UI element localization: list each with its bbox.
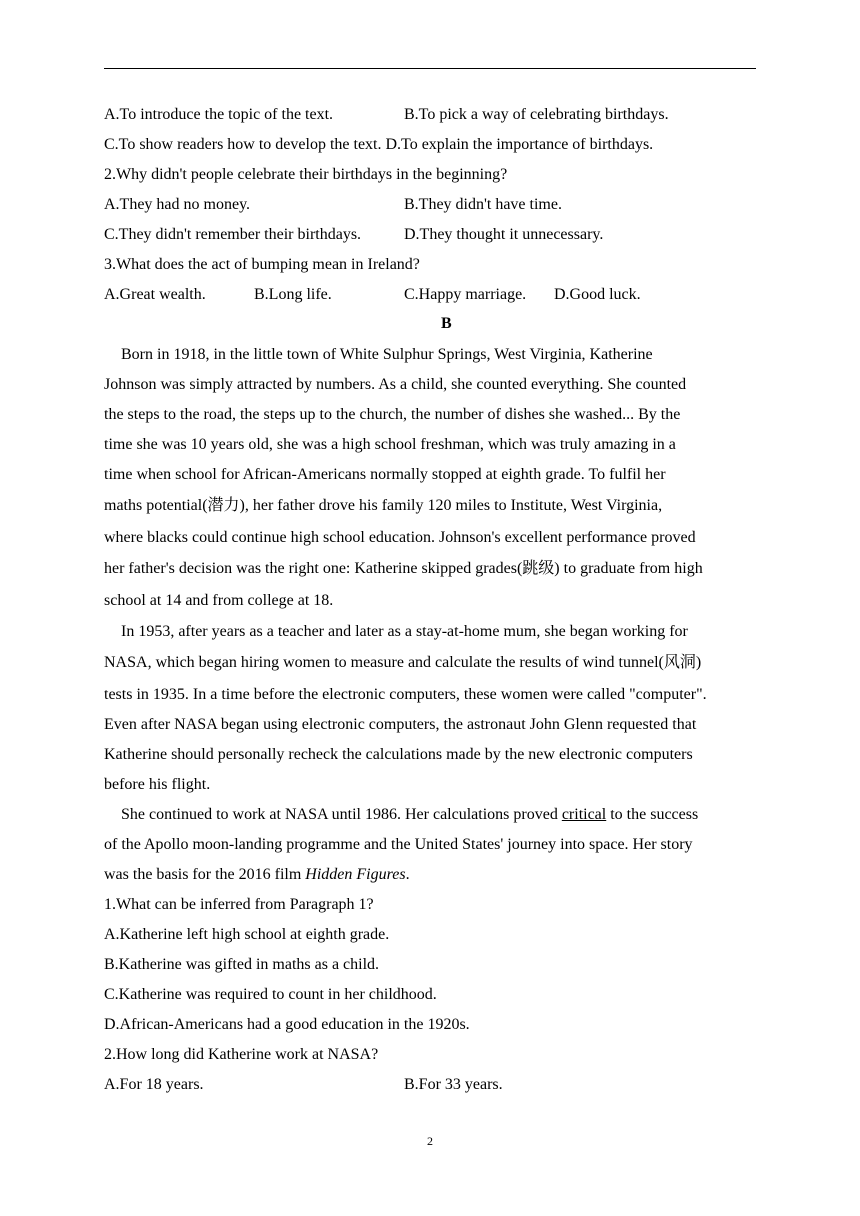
option-c: C.To show readers how to develop the text. bbox=[104, 136, 382, 153]
option-b: B.Long life. bbox=[254, 286, 332, 303]
question-text: 1.What can be inferred from Paragraph 1? bbox=[104, 896, 374, 913]
option-b: B.To pick a way of celebrating birthdays. bbox=[404, 106, 669, 123]
passage-line: Born in 1918, in the little town of White Sulphur Springs, West Virginia, Katherine bbox=[121, 346, 653, 363]
option-row bbox=[104, 225, 604, 245]
passage-line: of the Apollo moon-landing programme and the United States' journey into space. Her story bbox=[104, 836, 693, 853]
passage-line: NASA, which began hiring women to measure and calculate the results of wind tunnel(风洞) bbox=[104, 654, 702, 671]
passage-line bbox=[121, 805, 698, 825]
underlined-word: critical bbox=[561, 806, 607, 823]
option-b: B.For 33 years. bbox=[404, 1076, 503, 1093]
section-heading: B bbox=[441, 315, 452, 332]
passage-line: her father's decision was the right one: Katherine skipped grades(跳级) to graduate from high bbox=[104, 560, 703, 577]
option-b: B.They didn't have time. bbox=[404, 196, 562, 213]
passage-text: She continued to work at NASA until 1986. Her calculations proved bbox=[121, 806, 562, 823]
passage-line: the steps to the road, the steps up to the church, the number of dishes she washed... By the bbox=[104, 406, 681, 423]
option-a: A.Katherine left high school at eighth grade. bbox=[104, 926, 390, 943]
passage-line: school at 14 and from college at 18. bbox=[104, 592, 334, 609]
question-text: 2.Why didn't people celebrate their birthdays in the beginning? bbox=[104, 166, 508, 183]
passage-line: time when school for African-Americans normally stopped at eighth grade. To fulfil her bbox=[104, 466, 666, 483]
option-a: A.Great wealth. bbox=[104, 286, 206, 303]
option-a: A.For 18 years. bbox=[104, 1076, 204, 1093]
question-text: 3.What does the act of bumping mean in Ireland? bbox=[104, 256, 420, 273]
film-title: Hidden Figures bbox=[305, 866, 406, 883]
option-row bbox=[104, 285, 641, 305]
page-number: 2 bbox=[427, 1134, 433, 1148]
option-c: C.They didn't remember their birthdays. bbox=[104, 226, 362, 243]
option-d: D.They thought it unnecessary. bbox=[404, 226, 604, 243]
header-rule bbox=[104, 68, 756, 69]
passage-text: was the basis for the 2016 film bbox=[104, 866, 306, 883]
option-a: A.To introduce the topic of the text. bbox=[104, 106, 334, 123]
passage-line: time she was 10 years old, she was a high school freshman, which was truly amazing in a bbox=[104, 436, 676, 453]
passage-line: maths potential(潜力), her father drove his family 120 miles to Institute, West Virginia, bbox=[104, 497, 663, 514]
option-b: B.Katherine was gifted in maths as a child. bbox=[104, 956, 380, 973]
option-row bbox=[104, 195, 562, 215]
passage-line: Johnson was simply attracted by numbers. As a child, she counted everything. She counted bbox=[104, 376, 687, 393]
passage-line: where blacks could continue high school education. Johnson's excellent performance proved bbox=[104, 529, 696, 546]
option-d: D.Good luck. bbox=[554, 286, 641, 303]
passage-line: before his flight. bbox=[104, 776, 211, 793]
option-row bbox=[104, 105, 669, 125]
option-row bbox=[104, 135, 653, 155]
question-text: 2.How long did Katherine work at NASA? bbox=[104, 1046, 379, 1063]
passage-line: tests in 1935. In a time before the electronic computers, these women were called "computer". bbox=[104, 686, 707, 703]
option-d: D.To explain the importance of birthdays. bbox=[385, 136, 654, 153]
passage-text: to the success bbox=[606, 806, 699, 823]
option-d: D.African-Americans had a good education in the 1920s. bbox=[104, 1016, 470, 1033]
passage-line: Katherine should personally recheck the calculations made by the new electronic computers bbox=[104, 746, 693, 763]
passage-line: Even after NASA began using electronic computers, the astronaut John Glenn requested that bbox=[104, 716, 697, 733]
passage-line bbox=[104, 865, 410, 885]
option-row bbox=[104, 1075, 503, 1095]
passage-line: In 1953, after years as a teacher and later as a stay-at-home mum, she began working for bbox=[121, 623, 688, 640]
passage-text: . bbox=[405, 866, 410, 883]
option-c: C.Happy marriage. bbox=[404, 286, 527, 303]
option-c: C.Katherine was required to count in her childhood. bbox=[104, 986, 437, 1003]
option-a: A.They had no money. bbox=[104, 196, 251, 213]
